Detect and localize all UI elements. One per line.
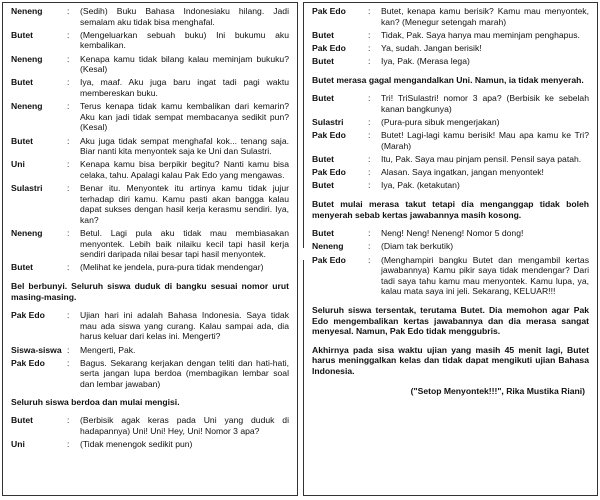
dialogue-line — [312, 180, 589, 191]
dialogue-text: (Diam tak berkutik) — [381, 241, 454, 252]
dialogue-line — [312, 6, 589, 27]
dialogue-text: Bagus. Sekarang kerjakan dengan teliti dan hati-hati, serta jangan lupa berdoa (membagikan lembar soal dan lembar jawaban) — [80, 357, 289, 389]
colon-separator: : — [368, 254, 371, 265]
colon-separator: : — [368, 180, 371, 191]
speaker-name: Neneng — [11, 6, 43, 16]
dialogue-line — [11, 183, 289, 225]
dialogue-text: Butet, kenapa kamu berisik? Kamu mau menyontek, kan? (Menegur setengah marah) — [381, 6, 589, 27]
dialogue-text: Terus kenapa tidak kamu kembalikan dari kemarin? Aku kan jadi tidak sempat membacanya sedikit pun? (Kesal) — [80, 101, 289, 133]
speaker-name: Butet — [11, 135, 33, 146]
dialogue-line — [312, 241, 589, 252]
colon-separator: : — [368, 228, 371, 239]
colon-separator: : — [67, 183, 70, 194]
speaker-name: Pak Edo — [11, 310, 45, 321]
colon-separator: : — [368, 93, 371, 104]
speaker-name: Sulastri — [312, 117, 344, 128]
dialogue-text: Ujian hari ini adalah Bahasa Indonesia. Saya tidak mau ada siswa yang curang. Kalau sampai ada, dia harus keluar dari kelas ini. Mengerti? — [80, 310, 289, 342]
narration: Butet mulai merasa takut tetapi dia menganggap tidak boleh menyerah sebab kertas jawabannya masih kosong. — [312, 199, 589, 220]
colon-separator: : — [368, 42, 371, 53]
dialogue-line — [11, 262, 289, 273]
colon-separator: : — [67, 228, 70, 239]
speaker-name: Butet — [11, 262, 33, 273]
narration: Seluruh siswa berdoa dan mulai mengisi. — [11, 396, 180, 407]
dialogue-line — [312, 93, 589, 114]
colon-separator: : — [67, 53, 70, 64]
narration: Seluruh siswa tersentak, terutama Butet. Dia memohon agar Pak Edo mengembalikan kertas jawabannya dan dia merasa sangat menyesal. Namun, Pak Edo tidak menggubris. — [312, 305, 589, 337]
dialogue-line — [312, 167, 589, 178]
speaker-name: Neneng — [11, 228, 43, 239]
dialogue-text: Alasan. Saya ingatkan, jangan menyontek! — [381, 167, 544, 178]
colon-separator: : — [67, 262, 70, 273]
speaker-name: Neneng — [312, 241, 344, 252]
colon-separator: : — [368, 6, 371, 16]
dialogue-text: (Pura-pura sibuk mengerjakan) — [381, 117, 500, 128]
dialogue-text: Mengerti, Pak. — [80, 344, 136, 355]
dialogue-line — [11, 345, 289, 356]
speaker-name: Pak Edo — [312, 130, 346, 141]
speaker-name: Neneng — [11, 101, 43, 112]
dialogue-line — [312, 117, 589, 128]
source-credit: ("Setop Menyontek!!!", Rika Mustika Riani) — [410, 385, 585, 396]
speaker-name: Siswa-siswa — [11, 344, 62, 355]
dialogue-text: (Melihat ke jendela, pura-pura tidak mendengar) — [80, 262, 264, 273]
speaker-name: Pak Edo — [312, 42, 346, 53]
colon-separator: : — [368, 241, 371, 252]
speaker-name: Butet — [312, 154, 334, 165]
dialogue-text: Tidak, Pak. Saya hanya mau meminjam penghapus. — [381, 29, 580, 40]
dialogue-line — [312, 154, 589, 165]
dialogue-line — [11, 6, 289, 27]
speaker-name: Pak Edo — [312, 254, 346, 265]
colon-separator: : — [67, 159, 70, 170]
left-column — [2, 2, 298, 496]
dialogue-line — [312, 56, 589, 67]
colon-separator: : — [67, 357, 70, 368]
colon-separator: : — [368, 29, 371, 40]
dialogue-line — [312, 43, 589, 54]
dialogue-text: Butet! Lagi-lagi kamu berisik! Mau apa kamu ke Tri? (Marah) — [381, 130, 589, 151]
colon-separator: : — [368, 130, 371, 141]
dialogue-text: Ya, sudah. Jangan berisik! — [381, 42, 482, 53]
dialogue-text: Betul. Lagi pula aku tidak mau membiasakan menyontek. Lebih baik nilaiku kecil tapi hasil kerja sendiri daripada nilai besar tapi hasil menyontek. — [80, 228, 289, 260]
colon-separator: : — [67, 438, 70, 449]
narration: Akhirnya pada sisa waktu ujian yang masih 45 menit lagi, Butet harus meninggalkan kelas dan tidak dapat mengikuti ujian Bahasa Indonesia. — [312, 344, 589, 376]
speaker-name: Sulastri — [11, 183, 43, 194]
colon-separator: : — [67, 101, 70, 112]
dialogue-text: (Menghampiri bangku Butet dan mengambil kertas jawabannya) Kamu pikir saya tidak mendengar? Dari tadi saya tahu kamu mau menyontek. Kamu lupa, ya, kalau mata saya ini jeli. Sekarang, KELUAR!!! — [381, 254, 589, 297]
dialogue-text: (Mengeluarkan sebuah buku) Ini bukumu aku kembalikan. — [80, 29, 289, 51]
speaker-name: Pak Edo — [312, 6, 346, 16]
colon-separator: : — [368, 117, 371, 128]
narration: Butet merasa gagal mengandalkan Uni. Namun, ia tidak menyerah. — [312, 74, 584, 85]
column-divider — [300, 248, 304, 260]
dialogue-text: Itu, Pak. Saya mau pinjam pensil. Pensil saya patah. — [381, 154, 582, 165]
dialogue-line — [11, 77, 289, 98]
dialogue-line — [11, 54, 289, 75]
colon-separator: : — [67, 29, 70, 40]
colon-separator: : — [67, 415, 70, 426]
speaker-name: Butet — [312, 56, 334, 67]
dialogue-text: (Sedih) Buku Bahasa Indonesiaku hilang. Jadi semalam aku tidak bisa menghafal. — [80, 6, 289, 27]
colon-separator: : — [67, 135, 70, 146]
dialogue-line — [11, 136, 289, 157]
speaker-name: Butet — [312, 228, 334, 239]
speaker-name: Butet — [312, 29, 334, 40]
dialogue-line — [11, 415, 289, 436]
speaker-name: Butet — [11, 77, 33, 88]
dialogue-line — [312, 255, 589, 297]
dialogue-line — [312, 228, 589, 239]
speaker-name: Uni — [11, 159, 25, 170]
speaker-name: Butet — [11, 415, 33, 426]
right-column — [303, 2, 598, 496]
speaker-name: Pak Edo — [11, 357, 45, 368]
dialogue-text: Iya, Pak. (Merasa lega) — [381, 56, 470, 67]
dialogue-text: Neng! Neng! Neneng! Nomor 5 dong! — [381, 228, 524, 239]
colon-separator: : — [368, 56, 371, 67]
dialogue-line — [11, 228, 289, 260]
narration: Bel berbunyi. Seluruh siswa duduk di bangku sesuai nomor urut masing-masing. — [11, 281, 289, 302]
dialogue-line — [11, 30, 289, 51]
speaker-name: Butet — [312, 180, 334, 191]
colon-separator: : — [67, 77, 70, 88]
dialogue-text: Benar itu. Menyontek itu artinya kamu tidak jujur terhadap diri kamu. Kamu pasti akan bangga kalau dapat sukses dengan hasil kerja kerasmu sendiri. Iya, kan? — [80, 183, 289, 225]
dialogue-text: Iya, Pak. (ketakutan) — [381, 180, 460, 191]
dialogue-text: Iya, maaf. Aku juga baru ingat tadi pagi waktu membereskan buku. — [80, 77, 289, 98]
speaker-name: Neneng — [11, 53, 43, 64]
dialogue-text: Kenapa kamu bisa berpikir begitu? Nanti kamu bisa celaka, tahu. Apalagi kalau Pak Edo yang mengawas. — [80, 159, 289, 180]
dialogue-text: Aku juga tidak sempat menghafal kok... tenang saja. Biar nanti kita menyontek saja ke Uni dan Sulastri. — [80, 135, 289, 157]
colon-separator: : — [67, 6, 70, 16]
dialogue-text: (Berbisik agak keras pada Uni yang duduk di hadapannya) Uni! Uni! Hey, Uni! Nomor 3 apa? — [80, 415, 289, 436]
dialogue-text: Tri! TriSulastri! nomor 3 apa? (Berbisik ke sebelah kanan bangkunya) — [381, 93, 589, 114]
colon-separator: : — [67, 310, 70, 321]
colon-separator: : — [67, 344, 70, 355]
dialogue-line — [11, 310, 289, 342]
dialogue-line — [312, 30, 589, 41]
dialogue-text: (Tidak menengok sedikit pun) — [80, 438, 193, 449]
dialogue-text: Kenapa kamu tidak bilang kalau meminjam bukuku? (Kesal) — [80, 53, 289, 75]
speaker-name: Butet — [11, 29, 33, 40]
speaker-name: Butet — [312, 93, 334, 104]
speaker-name: Pak Edo — [312, 167, 346, 178]
colon-separator: : — [368, 167, 371, 178]
dialogue-line — [11, 358, 289, 390]
speaker-name: Uni — [11, 438, 25, 449]
dialogue-line — [11, 439, 289, 450]
dialogue-line — [11, 159, 289, 180]
dialogue-line — [312, 130, 589, 151]
colon-separator: : — [368, 154, 371, 165]
dialogue-line — [11, 101, 289, 133]
